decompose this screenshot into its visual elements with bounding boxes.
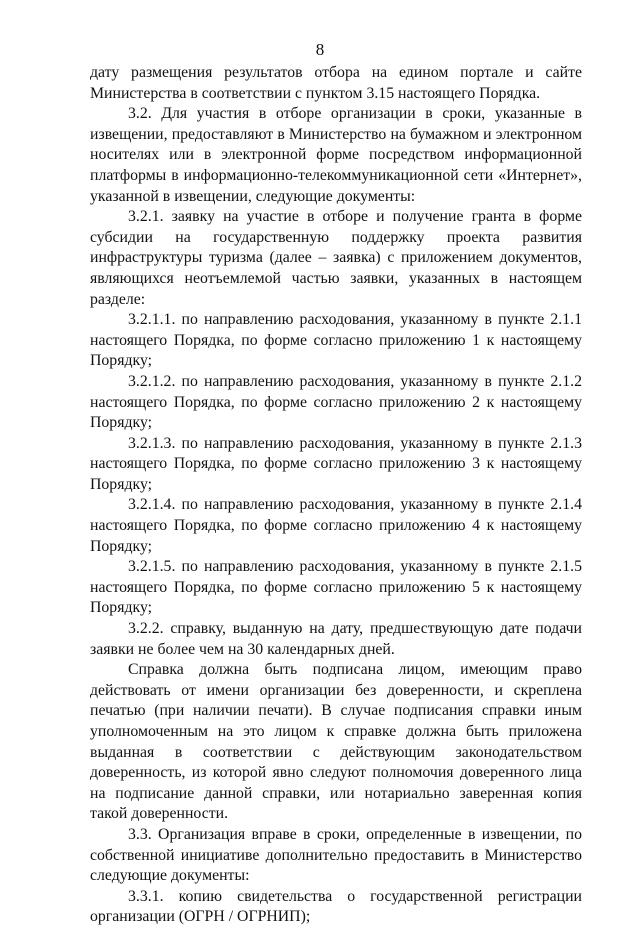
paragraph-3-2-2: 3.2.2. справку, выданную на дату, предшествующую дате подачи заявки не более чем на 30 календарных дней. xyxy=(90,620,582,658)
paragraph-3-3: 3.3. Организация вправе в сроки, определенные в извещении, по собственной инициативе дополнительно предоставить в Министерство следующие документы: xyxy=(90,825,582,885)
paragraph-3-3-1: 3.3.1. копию свидетельства о государственной регистрации организации (ОГРН / ОГРНИП); xyxy=(90,887,582,926)
paragraph-continuation: дату размещения результатов отбора на едином портале и сайте Министерства в соответствии с пунктом 3.15 настоящего Порядка. xyxy=(90,64,582,102)
paragraph-3-2: 3.2. Для участия в отборе организации в сроки, указанные в извещении, предоставляют в Министерство на бумажном и электронном носителях или в электронной форме посредством информационной платформы в информационно-телекоммуникационной сети «Интернет», указанной в извещении, следующие документы: xyxy=(90,105,582,205)
paragraph-3-2-1: 3.2.1. заявку на участие в отборе и получение гранта в форме субсидии на государственную поддержку проекта развития инфраструктуры туризма (далее – заявка) с приложением документов, являющихся неотъемлемой частью заявки, указанных в настоящем разделе: xyxy=(90,208,582,308)
paragraph-3-2-1-5: 3.2.1.5. по направлению расходования, указанному в пункте 2.1.5 настоящего Порядка, по форме согласно приложению 5 к настоящему Порядку; xyxy=(90,558,582,617)
paragraph-3-2-1-4: 3.2.1.4. по направлению расходования, указанному в пункте 2.1.4 настоящего Порядка, по форме согласно приложению 4 к настоящему Порядку; xyxy=(90,496,582,555)
paragraph-3-2-1-1: 3.2.1.1. по направлению расходования, указанному в пункте 2.1.1 настоящего Порядка, по форме согласно приложению 1 к настоящему Порядку; xyxy=(90,311,582,370)
paragraph-certificate-signature: Справка должна быть подписана лицом, имеющим право действовать от имени организации без доверенности, и скреплена печатью (при наличии печати). В случае подписания справки иным уполномоченным на это лицом к справке должна быть приложена выданная в соответствии с действующим законодательством доверенность, из которой явно следуют полномочия доверенного лица на подписание данной справки, или нотариально заверенная копия такой доверенности. xyxy=(90,661,582,823)
document-body xyxy=(90,63,582,928)
paragraph-3-2-1-3: 3.2.1.3. по направлению расходования, указанному в пункте 2.1.3 настоящего Порядка, по форме согласно приложению 3 к настоящему Порядку; xyxy=(90,434,582,493)
page-number: 8 xyxy=(315,40,325,59)
paragraph-3-2-1-2: 3.2.1.2. по направлению расходования, указанному в пункте 2.1.2 настоящего Порядка, по форме согласно приложению 2 к настоящему Порядку; xyxy=(90,372,582,432)
